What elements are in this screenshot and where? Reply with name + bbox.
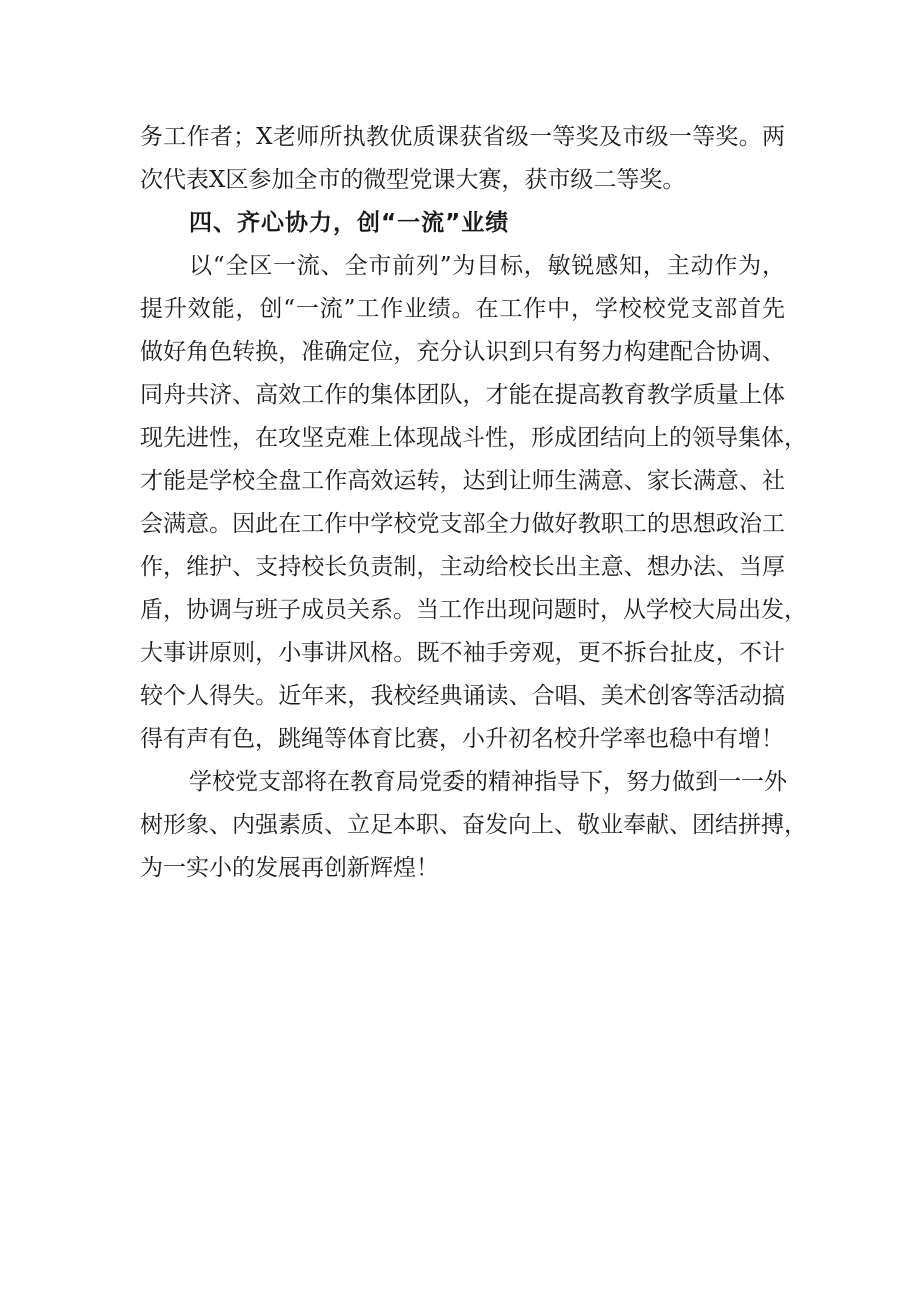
paragraph-line: 同舟共济、高效工作的集体团队，才能在提高教育教学质量上体 (140, 382, 785, 408)
paragraph-line: 较个人得失。近年来，我校经典诵读、合唱、美术创客等活动搞 (140, 683, 785, 709)
paragraph-line: 做好角色转换，准确定位，充分认识到只有努力构建配合协调、 (140, 339, 785, 365)
paragraph-line: 提升效能，创“一流”工作业绩。在工作中，学校校党支部首先 (140, 296, 785, 322)
paragraph-line: 树形象、内强素质、立足本职、奋发向上、敬业奉献、团结拼搏， (140, 812, 807, 838)
paragraph-line: 盾，协调与班子成员关系。当工作出现问题时，从学校大局出发， (140, 597, 807, 623)
paragraph-line: 为一实小的发展再创新辉煌！ (140, 855, 439, 881)
paragraph-line: 大事讲原则，小事讲风格。既不袖手旁观，更不拆台扯皮，不计 (140, 640, 785, 666)
paragraph-line: 得有声有色，跳绳等体育比赛，小升初名校升学率也稳中有增！ (140, 726, 784, 752)
paragraph-line: 会满意。因此在工作中学校党支部全力做好教职工的思想政治工 (140, 511, 785, 537)
paragraph-line: 学校党支部将在教育局党委的精神指导下，努力做到一一外 (189, 769, 787, 795)
paragraph-line: 现先进性，在攻坚克难上体现战斗性，形成团结向上的领导集体， (140, 425, 807, 451)
paragraph-line: 次代表X区参加全市的微型党课大赛，获市级二等奖。 (140, 167, 686, 193)
paragraph-line: 才能是学校全盘工作高效运转，达到让师生满意、家长满意、社 (140, 468, 785, 494)
section-heading: 四、齐心协力，创“一流”业绩 (189, 210, 510, 236)
paragraph-line: 务工作者；X老师所执教优质课获省级一等奖及市级一等奖。两 (140, 124, 785, 150)
paragraph-line: 作，维护、支持校长负责制，主动给校长出主意、想办法、当厚 (140, 554, 785, 580)
paragraph-line: 以“全区一流、全市前列”为目标，敏锐感知，主动作为， (189, 253, 785, 279)
